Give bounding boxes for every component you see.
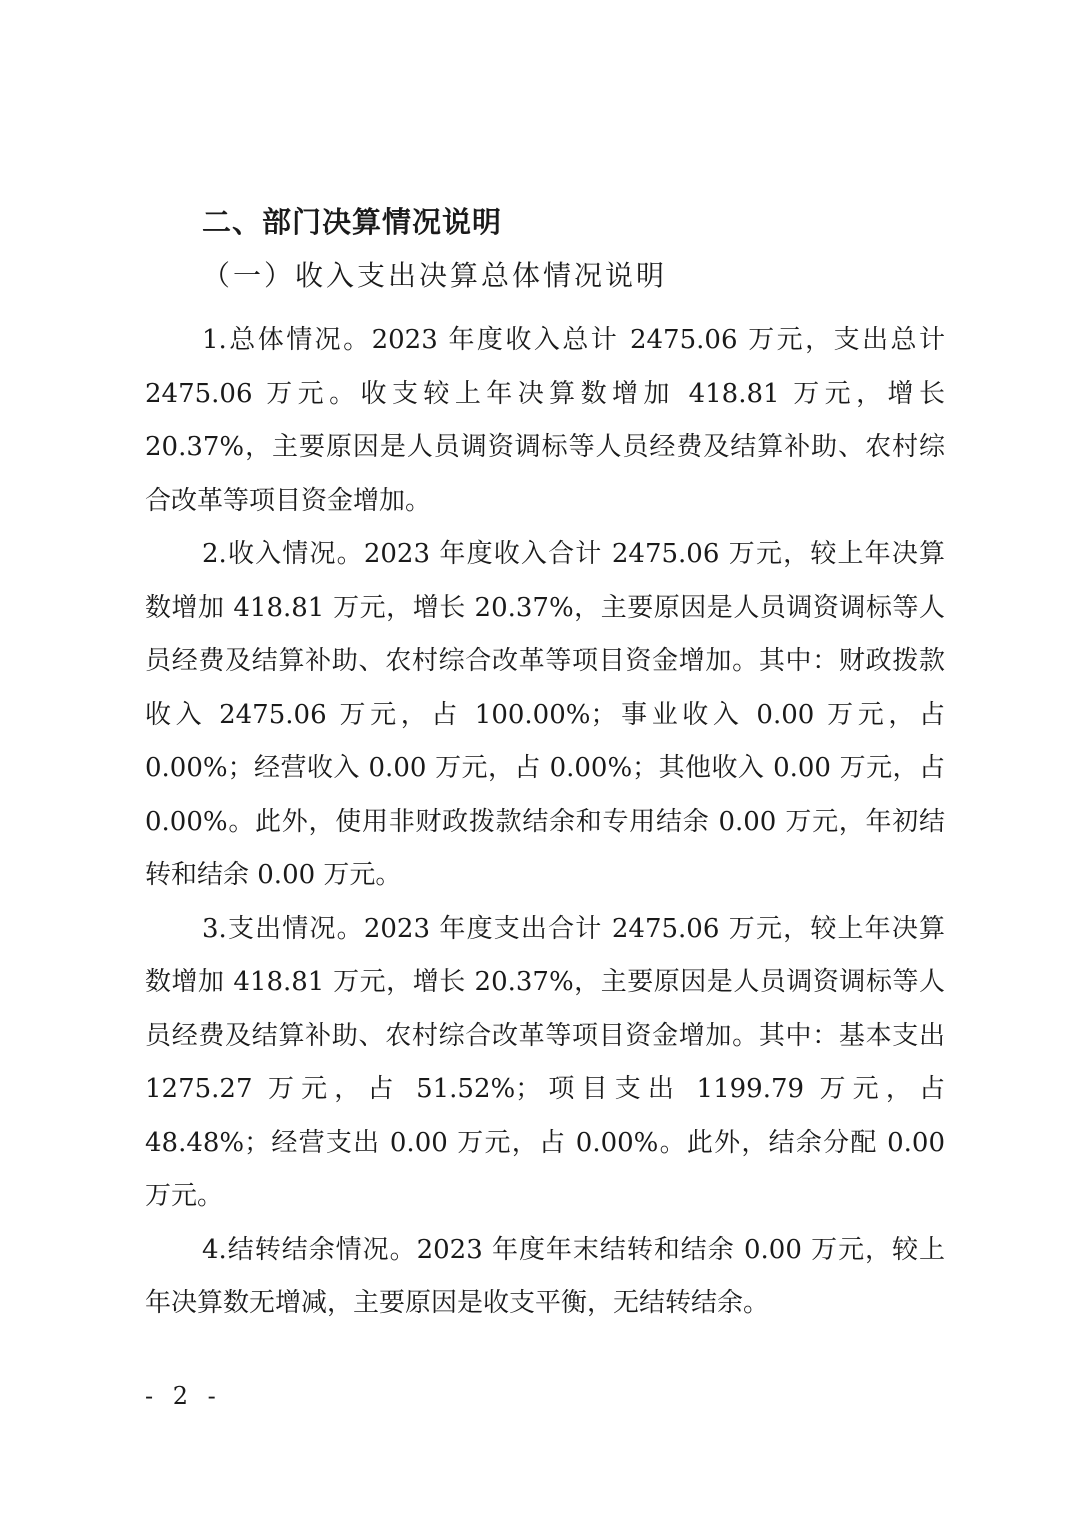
subsection-heading: （一）收入支出决算总体情况说明	[202, 259, 668, 292]
paragraph-overall: 1.总体情况。2023 年度收入总计 2475.06 万元，支出总计 2475.06 万元。收支较上年决算数增加 418.81 万元，增长 20.37%，主要原因是人员调资调标等人员经费及结算补助、农村综合改革等项目资金增加。	[145, 325, 945, 516]
paragraph-expenditure: 3.支出情况。2023 年度支出合计 2475.06 万元，较上年决算数增加 418.81 万元，增长 20.37%，主要原因是人员调资调标等人员经费及结算补助、农村综合改革等项目资金增加。其中：基本支出 1275.27 万元，占 51.52%；项目支出 1199.79 万元，占 48.48%；经营支出 0.00 万元，占 0.00%。此外，结余分配 0.00 万元。	[145, 913, 945, 1211]
document-body	[145, 314, 945, 1331]
paragraph-income: 2.收入情况。2023 年度收入合计 2475.06 万元，较上年决算数增加 418.81 万元，增长 20.37%，主要原因是人员调资调标等人员经费及结算补助、农村综合改革等项目资金增加。其中：财政拨款收入 2475.06 万元，占 100.00%；事业收入 0.00 万元，占 0.00%；经营收入 0.00 万元，占 0.00%；其他收入 0.00 万元，占 0.00%。此外，使用非财政拨款结余和专用结余 0.00 万元，年初结转和结余 0.00 万元。	[145, 539, 945, 890]
page-number: - 2 -	[145, 1382, 222, 1410]
paragraph-carryover: 4.结转结余情况。2023 年度年末结转和结余 0.00 万元，较上年决算数无增减，主要原因是收支平衡，无结转结余。	[145, 1234, 945, 1318]
section-heading: 二、部门决算情况说明	[202, 205, 503, 239]
